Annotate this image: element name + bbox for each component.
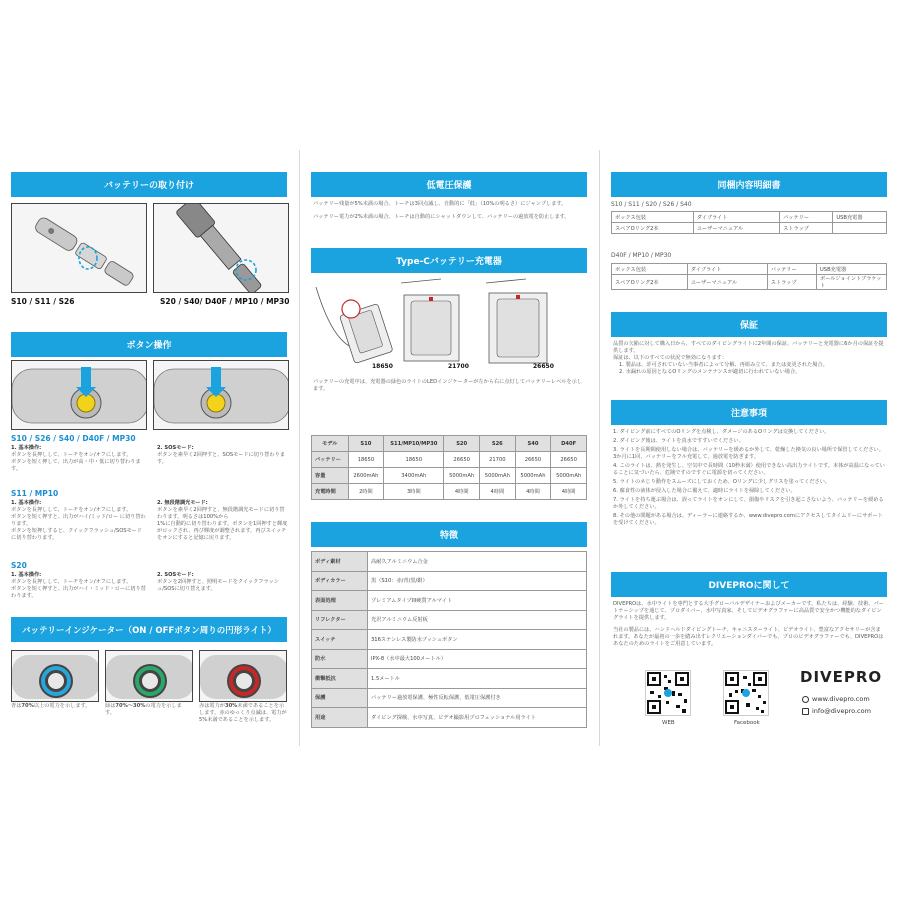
s11-dimming-title: 2. 無段階調光モード: bbox=[157, 500, 208, 506]
s11-basic-ops-line: ボタンを短押しすると、クイックフラッシュ/SOSモードに切り替わります。 bbox=[11, 528, 142, 541]
low-voltage-header: 低電圧保護 bbox=[311, 172, 587, 197]
feature-label: 防水 bbox=[312, 649, 368, 669]
table-row bbox=[312, 571, 587, 591]
about-text bbox=[613, 601, 885, 648]
charger-label-26650: 26650 bbox=[533, 363, 554, 370]
push-button-illustration bbox=[154, 361, 289, 430]
feature-value: バッテリー過放電保護、極性反転保護、低電圧保護付き bbox=[368, 688, 587, 708]
indicator-ring-illustration bbox=[106, 651, 193, 702]
charger-illustration bbox=[311, 277, 587, 377]
qr-code-icon bbox=[724, 671, 768, 715]
charger-label-18650: 18650 bbox=[372, 363, 393, 370]
s10-basic-ops-line: ボタンを長押しして、トーチをオン/オフにします。 bbox=[11, 452, 132, 458]
battery-install-header: バッテリーの取り付け bbox=[11, 172, 287, 197]
s20-basic-ops-text bbox=[11, 572, 146, 600]
table-row bbox=[312, 688, 587, 708]
caution-item: 2. ダイビング後は、ライトを真水ですすいでください。 bbox=[613, 438, 744, 444]
contents-table-1 bbox=[611, 211, 887, 234]
contents-cell: スペアOリング2本 bbox=[612, 275, 688, 290]
spec-row-label: 充電時間 bbox=[312, 484, 349, 500]
mail-icon bbox=[802, 708, 809, 715]
spec-header-cell: D40F bbox=[551, 436, 587, 452]
contents-cell: ボックス包装 bbox=[612, 264, 688, 275]
low-voltage-paragraph: バッテリー残量が5%未満の場合、トーチは3回点滅し、自動的に「低」（10%の明るさ）にジャンプします。 bbox=[313, 201, 567, 207]
caution-item: 3. ライトを長期間使用しない場合は、バッテリーを緩めるか外して、乾燥した換気の良い場所で保管してください。3か月に1回、バッテリーをフル充電して、過放電を防ぎます。 bbox=[613, 447, 884, 460]
spec-row-label: バッテリー bbox=[312, 452, 349, 468]
globe-icon bbox=[802, 696, 809, 703]
button-ops-header: ボタン操作 bbox=[11, 332, 287, 357]
warranty-text bbox=[613, 341, 885, 376]
contents-cell: USB充電器 bbox=[817, 264, 887, 275]
cautions-list bbox=[613, 429, 885, 527]
contents-group-1: S10 / S11 / S20 / S26 / S40 bbox=[611, 201, 692, 208]
spec-header-cell: S20 bbox=[444, 436, 480, 452]
spec-cell: 5000mAh bbox=[444, 468, 480, 484]
table-row bbox=[312, 669, 587, 689]
push-button-illustration bbox=[12, 361, 147, 430]
right-panel bbox=[600, 150, 900, 746]
spec-cell: 18650 bbox=[348, 452, 384, 468]
table-row bbox=[612, 275, 887, 290]
contents-cell: ユーザーマニュアル bbox=[693, 223, 779, 234]
contents-cell: ダイブライト bbox=[693, 212, 779, 223]
contact-web[interactable] bbox=[802, 695, 870, 703]
s20-sos-title: 2. SOSモード: bbox=[157, 572, 194, 578]
caution-item: 5. ライトのネじり動作をスムーズにしておくため、Oリングに少しグリスを塗ってください。 bbox=[613, 479, 831, 485]
warranty-header: 保証 bbox=[611, 312, 887, 337]
caution-item: 8. その他の問題がある場合は、ディーラーに連絡するか、www.divepro.comにアクセスしてタイムリーにサポートを受けてください。 bbox=[613, 513, 883, 526]
qr-code-icon bbox=[646, 671, 690, 715]
indicator-text-part: 青は bbox=[11, 703, 22, 709]
feature-label: ボディ素材 bbox=[312, 552, 368, 572]
spec-header-cell: モデル bbox=[312, 436, 349, 452]
s11-basic-ops-line: ボタンを長押しして、トーチをオン/オフにします。 bbox=[11, 507, 132, 513]
spec-header-cell: S11/MP10/MP30 bbox=[384, 436, 444, 452]
s11-group-heading: S11 / MP10 bbox=[11, 489, 59, 498]
spec-header-cell: S40 bbox=[515, 436, 551, 452]
spec-cell: 26650 bbox=[444, 452, 480, 468]
s20-sos-text bbox=[157, 572, 289, 593]
warranty-paragraph: 保証は、以下のすべての状況で無効になります： bbox=[613, 355, 728, 361]
left-panel bbox=[0, 150, 300, 746]
spec-cell: 4時間 bbox=[444, 484, 480, 500]
caution-item: 1. ダイビング前にすべてのOリングを点検し、ダメージのあるOリングは交換してください。 bbox=[613, 429, 830, 435]
s11-basic-ops-text bbox=[11, 500, 146, 542]
s11-dimming-line: ボタンを素早く2回押すと、無段階調光モードに切り替わります。明るさは100%から bbox=[157, 507, 285, 520]
battery-install-caption-s20: S20 / S40/ D40F / MP10 / MP30 bbox=[160, 297, 290, 306]
warranty-item: 1. 製品は、許可されていない当事者によって分解、再組み立て、または変更された場合。 bbox=[619, 362, 828, 368]
table-row bbox=[312, 484, 587, 500]
middle-panel bbox=[300, 150, 600, 746]
s11-basic-ops-title: 1. 基本操作: bbox=[11, 500, 42, 506]
battery-install-figure-s10 bbox=[11, 203, 147, 293]
feature-label: 用途 bbox=[312, 708, 368, 728]
contents-cell: ボールジョイントブラケット bbox=[817, 275, 887, 290]
contents-cell: ユーザーマニュアル bbox=[687, 275, 767, 290]
table-row bbox=[312, 452, 587, 468]
s20-basic-ops-line: ボタンを長押しして、トーチをオン/オフにします。 bbox=[11, 579, 132, 585]
warranty-paragraph: 品質の欠陥に対して購入日から、すべてのダイビングライトに2年間の保証、バッテリーと充電器に6か月の保証を提供します。 bbox=[613, 341, 884, 354]
feature-value: 316ステンレス製防水プッシュボタン bbox=[368, 630, 587, 650]
indicator-text-blue bbox=[11, 703, 97, 710]
low-voltage-text bbox=[313, 201, 585, 221]
indicator-text-part: 緑は bbox=[105, 703, 116, 709]
s10-basic-ops-text bbox=[11, 445, 146, 473]
table-row bbox=[312, 468, 587, 484]
spec-cell: 4時間 bbox=[551, 484, 587, 500]
indicator-figure-red bbox=[199, 650, 287, 702]
spec-header-cell: S10 bbox=[348, 436, 384, 452]
indicator-ring-illustration bbox=[12, 651, 99, 702]
contents-cell: スペアOリング2本 bbox=[612, 223, 694, 234]
feature-value: 光沢アルミニウム反射板 bbox=[368, 610, 587, 630]
feature-label: スイッチ bbox=[312, 630, 368, 650]
table-row bbox=[312, 591, 587, 611]
caution-item: 6. 腐食性の液体が侵入した場合に備えて、適時にライトを掃除してください。 bbox=[613, 488, 796, 494]
contact-email-text: info@divepro.com bbox=[812, 707, 871, 715]
about-paragraph: 当社の製品には、ハンドヘルドダイビングトーチ、キャニスターライト、ビデオライト、豊富なアクセサリーが含まれます。あなたが最初の一歩を踏み出すレクリエーションダイバーでも、プロのビデオグラファーでも、DIVEPROはあなたのためのライトをご用意しています。 bbox=[613, 627, 884, 647]
spec-cell: 4時間 bbox=[515, 484, 551, 500]
s10-sos-text bbox=[157, 445, 289, 466]
spec-header-cell: S26 bbox=[480, 436, 516, 452]
battery-install-figure-s20 bbox=[153, 203, 289, 293]
indicator-percent: 70%〜30% bbox=[115, 703, 146, 709]
charger-label-21700: 21700 bbox=[448, 363, 469, 370]
indicator-text-part: 未満であることを示します。赤のゆっくり点滅は、電力が5%未満であることを示します。 bbox=[199, 703, 287, 723]
indicator-ring-illustration bbox=[200, 651, 287, 702]
table-row bbox=[312, 610, 587, 630]
qr-code-facebook[interactable] bbox=[723, 670, 769, 716]
s10-sos-title: 2. SOSモード: bbox=[157, 445, 194, 451]
spec-cell: 5000mAh bbox=[480, 468, 516, 484]
about-paragraph: DIVEPROは、水中ライトを専門とする大手グローバルデザイナーおよびメーカーです。私たちは、経験、技術、パートナーシップを通じて、プロダイバー、水中写真家、そしてビデオグラファーに高品質で安全かつ機能的なダイビングライトを提供します。 bbox=[613, 601, 884, 621]
feature-label: 表面処理 bbox=[312, 591, 368, 611]
cautions-header: 注意事項 bbox=[611, 400, 887, 425]
spec-cell: 3時間 bbox=[384, 484, 444, 500]
charger-note: バッテリーの充電中は、充電器の緑色のライトのLEDインジケーターが左から右に点灯してバッテリーレベルを示します。 bbox=[313, 379, 583, 392]
indicator-text-part: 赤は電力が bbox=[199, 703, 225, 709]
table-row bbox=[612, 212, 887, 223]
s10-basic-ops-line: ボタンを短く押して、出力が高・中・低に切り替わります。 bbox=[11, 459, 141, 472]
s10-sos-line: ボタンを素早く2回押すと、SOSモードに切り替わります。 bbox=[157, 452, 285, 465]
contents-cell: バッテリー bbox=[767, 264, 816, 275]
warranty-item: 2. 水漏れの原因となるOリングのメンテナンスが適切に行われていない場合。 bbox=[619, 369, 801, 375]
qr-code-web[interactable] bbox=[645, 670, 691, 716]
spec-cell: 5000mAh bbox=[515, 468, 551, 484]
s20-basic-ops-title: 1. 基本操作: bbox=[11, 572, 42, 578]
qr-label-facebook: Facebook bbox=[734, 720, 760, 726]
charger-header: Type-Cバッテリー充電器 bbox=[311, 248, 587, 273]
spec-row-label: 容量 bbox=[312, 468, 349, 484]
flashlight-open-illustration bbox=[12, 204, 147, 293]
s20-basic-ops-line: ボタンを短く押すと、出力がハイ・ミッド・ローに切り替わります。 bbox=[11, 586, 146, 599]
s11-dimming-text bbox=[157, 500, 289, 542]
low-voltage-paragraph: バッテリー電力が2%未満の場合、トーチは自動的にシャットダウンして、バッテリーの過放電を防止します。 bbox=[313, 214, 570, 220]
s10-group-heading: S10 / S26 / S40 / D40F / MP30 bbox=[11, 434, 136, 443]
contents-cell: ダイブライト bbox=[687, 264, 767, 275]
feature-value: ダイビング探検、水中写真、ビデオ撮影用プロフェッショナル用ライト bbox=[368, 708, 587, 728]
flashlight-open-illustration bbox=[154, 204, 289, 293]
indicator-figure-blue bbox=[11, 650, 99, 702]
indicator-text-part: の電力を示します。 bbox=[105, 703, 182, 716]
contents-table-2 bbox=[611, 263, 887, 290]
s20-sos-line: ボタンを2回押すと、照明モードをクイックフラッシュ/SOSに切り替えます。 bbox=[157, 579, 279, 592]
indicator-text-red bbox=[199, 703, 287, 724]
spec-cell: 21700 bbox=[480, 452, 516, 468]
spec-cell: 5000mAh bbox=[551, 468, 587, 484]
indicator-percent: 30% bbox=[224, 703, 238, 709]
spec-table bbox=[311, 435, 587, 500]
contents-cell: ストラップ bbox=[767, 275, 816, 290]
contents-cell bbox=[833, 223, 887, 234]
feature-value: 1.5メートル bbox=[368, 669, 587, 689]
contact-email[interactable] bbox=[802, 707, 871, 715]
features-header: 特徴 bbox=[311, 522, 587, 547]
spec-cell: 4時間 bbox=[480, 484, 516, 500]
contents-cell: ボックス包装 bbox=[612, 212, 694, 223]
indicator-percent: 70% bbox=[21, 703, 34, 709]
s11-dimming-line: 1%に自動的に切り替わります。ボタンを1回押すと輝度がロックされ、再び輝度が調整されます。再びスイッチをオンにすると記憶に戻ります。 bbox=[157, 521, 288, 541]
divepro-logo: DIVEPRO bbox=[800, 668, 883, 686]
spec-cell: 2600mAh bbox=[348, 468, 384, 484]
spec-cell: 26650 bbox=[551, 452, 587, 468]
button-ops-figure-right bbox=[153, 360, 289, 430]
spec-cell: 3400mAh bbox=[384, 468, 444, 484]
caution-item: 7. ライトを持ち運ぶ場合は、誤ってライトをオンにして、損傷やリスクを引き起こさないよう、バッテリーを緩めるか外してください。 bbox=[613, 497, 884, 510]
feature-value: IPX-8（水中最大100メートル） bbox=[368, 649, 587, 669]
s10-basic-ops-title: 1. 基本操作: bbox=[11, 445, 42, 451]
indicator-text-part: 以上の電力を示します。 bbox=[33, 703, 91, 709]
about-header: DIVEPROに関して bbox=[611, 572, 887, 597]
indicator-figure-green bbox=[105, 650, 193, 702]
table-row bbox=[312, 708, 587, 728]
spec-table-header bbox=[312, 436, 587, 452]
contents-cell: ストラップ bbox=[780, 223, 833, 234]
table-row bbox=[312, 630, 587, 650]
battery-install-caption-s10: S10 / S11 / S26 bbox=[11, 297, 75, 306]
indicator-text-green bbox=[105, 703, 191, 717]
feature-label: 保護 bbox=[312, 688, 368, 708]
button-ops-figure-left bbox=[11, 360, 147, 430]
contents-cell: USB充電器 bbox=[833, 212, 887, 223]
s20-group-heading: S20 bbox=[11, 561, 27, 570]
feature-value: プレミアムタイプIII硬質アルマイト bbox=[368, 591, 587, 611]
charger-drawing bbox=[311, 277, 587, 377]
spec-cell: 26650 bbox=[515, 452, 551, 468]
feature-value: 黒（S10：赤/青/黒/銀） bbox=[368, 571, 587, 591]
features-table bbox=[311, 551, 587, 728]
indicator-header: バッテリーインジケーター（ON / OFFボタン周りの円形ライト） bbox=[11, 617, 287, 642]
feature-label: 衝撃抵抗 bbox=[312, 669, 368, 689]
table-row bbox=[312, 552, 587, 572]
caution-item: 4. このライトは、熱を発生し、空気中で長時間（10秒未満）使用できない高出力ライトです。本体が高温になっていることに気づいたら、危険ですのですぐに電源を切ってください。 bbox=[613, 463, 885, 476]
contents-header: 同梱内容明細書 bbox=[611, 172, 887, 197]
feature-label: リフレクター bbox=[312, 610, 368, 630]
table-row bbox=[612, 223, 887, 234]
s11-basic-ops-line: ボタンを短く押すと、出力がハイ/ミッド/ロー に切り替わります。 bbox=[11, 514, 146, 527]
table-row bbox=[312, 649, 587, 669]
contact-web-text: www.divepro.com bbox=[812, 695, 870, 703]
contents-group-2: D40F / MP10 / MP30 bbox=[611, 252, 672, 259]
feature-value: 高耐久アルミニウム合金 bbox=[368, 552, 587, 572]
contents-cell: バッテリー bbox=[780, 212, 833, 223]
spec-cell: 2時間 bbox=[348, 484, 384, 500]
qr-label-web: WEB bbox=[662, 720, 675, 726]
spec-cell: 18650 bbox=[384, 452, 444, 468]
table-row bbox=[612, 264, 887, 275]
feature-label: ボディカラー bbox=[312, 571, 368, 591]
